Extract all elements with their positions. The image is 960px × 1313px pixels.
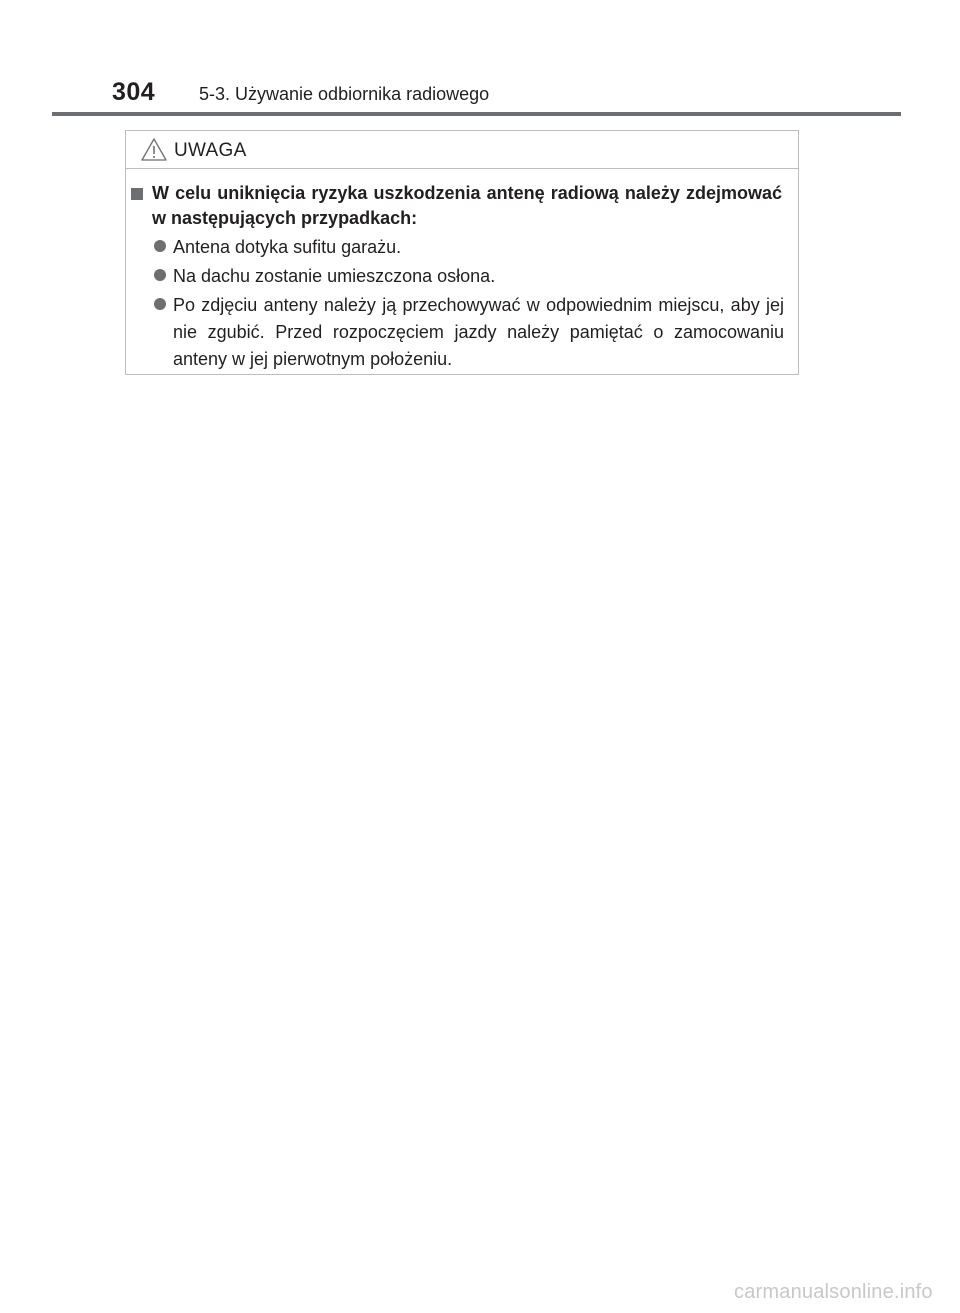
header-divider — [52, 112, 901, 116]
bullet-dot-icon — [154, 269, 166, 281]
warning-header — [126, 131, 798, 169]
warning-triangle-icon — [140, 137, 168, 162]
square-bullet-icon — [131, 188, 143, 200]
bullet-dot-icon — [154, 298, 166, 310]
bullet-dot-icon — [154, 240, 166, 252]
watermark: carmanualsonline.info — [734, 1281, 933, 1303]
warning-heading: W celu uniknięcia ryzyka uszkodzenia antenę radiową należy zdejmować w następujących przypadkach: — [152, 183, 782, 228]
warning-title: UWAGA — [174, 140, 247, 161]
page-number: 304 — [112, 78, 156, 106]
list-item-text: Po zdjęciu anteny należy ją przechowywać w odpowiednim miejscu, aby jej nie zgubić. Przed rozpoczęciem jazdy należy pamiętać o zamocowaniu anteny w jej pierwotnym położeniu. — [173, 295, 784, 369]
section-title: 5-3. Używanie odbiornika radiowego — [199, 84, 490, 104]
list-item-text: Na dachu zostanie umieszczona osłona. — [173, 266, 496, 286]
list-item-text: Antena dotyka sufitu garażu. — [173, 237, 402, 257]
warning-box — [125, 130, 799, 375]
